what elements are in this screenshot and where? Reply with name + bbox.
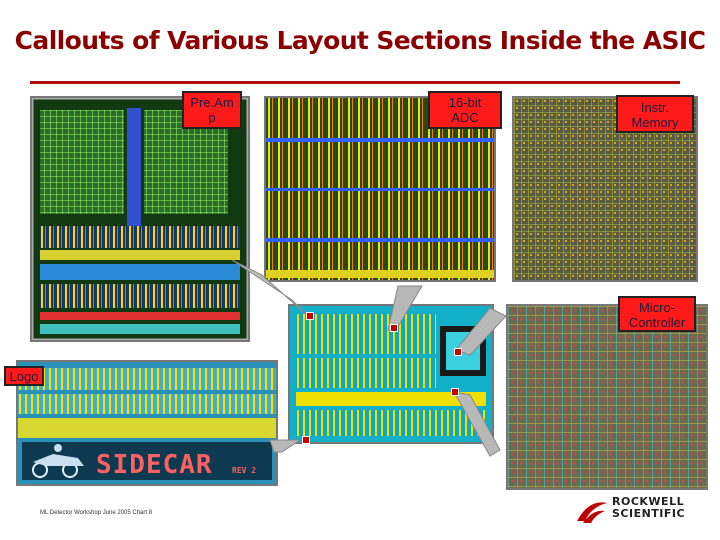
callout-preamp-line1: Pre.Am [190,95,234,110]
callout-microcontroller [618,296,696,332]
company-logo-icon [575,497,609,525]
callout-adc-line2: ADC [451,110,479,125]
logo-marker [302,436,310,444]
micro-marker [454,348,462,356]
memory-marker [451,388,459,396]
footer-note: ML Detector Workshop June 2005 Chart 8 [40,510,153,516]
callout-memory [616,95,694,133]
company-name-line2: SCIENTIFIC [612,507,686,520]
microcontroller-layout-image [508,306,706,488]
company-name-line1: ROCKWELL [612,495,685,508]
callout-preamp-line2: p [208,110,216,125]
logo-layout-panel [16,360,278,486]
callout-logo [4,366,44,386]
chip-logo-rev: REV 2 [232,466,257,475]
preamp-marker [306,312,314,320]
callout-preamp [182,91,242,129]
callout-micro-line2: Controller [628,315,686,330]
callout-logo-line1: Logo [9,369,39,384]
callout-adc-line1: 16-bit [448,95,482,110]
company-name [612,496,685,520]
preamp-layout-image [32,98,248,340]
chip-logo-text: SIDECAR [96,450,213,480]
preamp-layout-panel [30,96,250,342]
callout-memory-line1: Instr. [640,100,670,115]
callout-memory-line2: Memory [631,115,679,130]
callout-micro-line1: Micro- [638,300,676,315]
slide-title: Callouts of Various Layout Sections Inside the ASIC [14,26,706,55]
title-underline [30,81,680,84]
adc-marker [390,324,398,332]
callout-adc [428,91,502,129]
